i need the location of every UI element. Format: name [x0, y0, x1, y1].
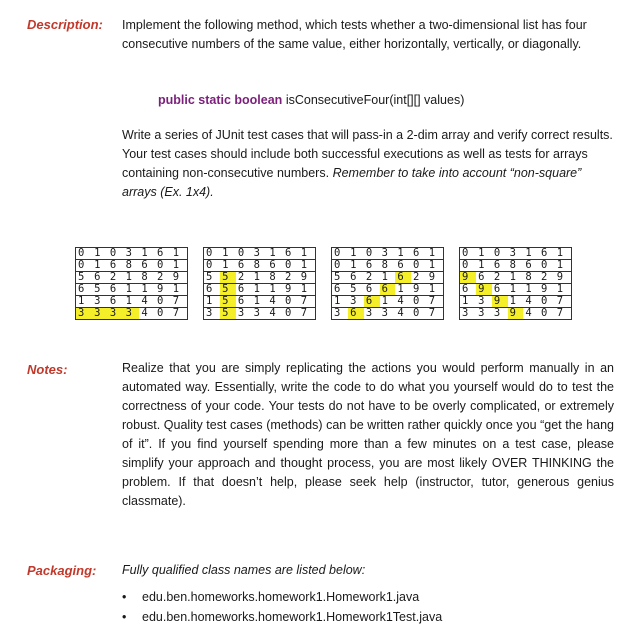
grid-cell: 1 [509, 295, 516, 307]
grid-cell: 0 [541, 307, 548, 319]
grid-cell: 6 [157, 247, 164, 259]
grid-cell: 0 [157, 307, 164, 319]
grid-row [460, 248, 572, 260]
grid-cell: 0 [157, 295, 164, 307]
grid-cell: 6 [109, 283, 117, 295]
packaging-item: • edu.ben.homeworks.homework1.Homework1.java [122, 587, 442, 607]
grid-cell: 5 [94, 283, 101, 295]
packaging-intro: Fully qualified class names are listed below: [122, 563, 366, 577]
method-signature [158, 93, 464, 107]
grid-cell: 4 [269, 295, 276, 307]
grid-cell: 2 [157, 271, 164, 283]
description-label: Description: [27, 17, 103, 32]
grid-cell: 0 [462, 259, 469, 271]
grid-row [204, 272, 316, 284]
grid-cell: 8 [125, 259, 132, 271]
grid-cell: 1 [350, 247, 357, 259]
grid-cell: 1 [222, 259, 229, 271]
grid-cell: 6 [541, 247, 548, 259]
grid-cell: 4 [525, 307, 532, 319]
grid-cell: 0 [157, 259, 164, 271]
grid-cell: 1 [172, 283, 180, 295]
grid-cell: 6 [462, 283, 469, 295]
grid-cell: 7 [172, 307, 180, 319]
grid-row [76, 284, 188, 296]
grid-cell: 4 [397, 295, 404, 307]
grid-cell: 5 [220, 308, 236, 320]
grid-cell: 1 [141, 283, 148, 295]
grid-row [332, 248, 444, 260]
example-grid [331, 247, 444, 320]
grid-cell: 6 [493, 259, 501, 271]
grid-cell: 1 [269, 283, 276, 295]
grid-cell: 9 [285, 283, 292, 295]
grid-cell: 9 [508, 308, 524, 320]
example-grid [203, 247, 316, 320]
grid-row [332, 296, 444, 308]
grid-cell: 8 [253, 259, 260, 271]
grid-cell: 7 [300, 307, 308, 319]
grid-cell: 6 [285, 247, 292, 259]
grid-cell: 6 [478, 271, 485, 283]
notes-text: Realize that you are simply replicating the actions you would perform manually in an automated way. Essentially, write the code to do what you yourself would do to test the correctness of your code. Your tests do not have to be overly complicated, or extremely robust. Quality test cases (methods) can be written rather quickly once you “get the hang of it”. If you find yourself spending more than a few minutes on a test case, please simplify your approach and thought process, you are most likely OVER THINKING the problem. If that doesn’t help, please seek help (instructor, tutor, generous genius classmate). [122, 361, 614, 508]
grid-cell: 0 [413, 307, 420, 319]
grid-cell: 0 [285, 259, 292, 271]
grid-cell: 6 [237, 259, 245, 271]
grid-cell: 1 [428, 247, 436, 259]
grid-cell: 3 [509, 247, 516, 259]
grid-cell: 1 [78, 295, 85, 307]
grid-row [204, 260, 316, 272]
grid-cell: 6 [206, 283, 213, 295]
grid-row [332, 272, 444, 284]
grid-cell: 1 [125, 271, 132, 283]
grid-cell: 3 [108, 308, 124, 320]
description-para2 [122, 126, 614, 202]
grid-cell: 7 [428, 307, 436, 319]
grid-cell: 6 [348, 308, 364, 320]
grid-cell: 1 [509, 271, 516, 283]
grid-cell: 1 [94, 259, 101, 271]
para2-emphasis: Remember to take into account “non-square” arrays (Ex. 1x4). [122, 166, 582, 199]
grid-cell: 5 [350, 283, 357, 295]
grid-cell: 4 [141, 307, 148, 319]
grid-cell: 3 [365, 307, 373, 319]
grid-cell: 1 [381, 271, 388, 283]
packaging-label: Packaging: [27, 563, 97, 578]
grid-cell: 7 [556, 295, 564, 307]
grid-cell: 1 [556, 283, 564, 295]
grid-cell: 3 [478, 295, 485, 307]
grid-cell: 3 [237, 307, 245, 319]
grid-row [76, 296, 188, 308]
grid-cell: 2 [365, 271, 373, 283]
grid-cell: 1 [172, 259, 180, 271]
grid-cell: 1 [334, 295, 341, 307]
grid-cell: 2 [413, 271, 420, 283]
grid-cell: 9 [413, 283, 420, 295]
grid-row [76, 248, 188, 260]
grid-cell: 1 [556, 247, 564, 259]
description-intro: Implement the following method, which tests whether a two-dimensional list has four consecutive numbers of the same value, either horizontally, vertically, or diagonally. [122, 18, 587, 51]
grid-cell: 6 [269, 259, 276, 271]
grid-cell: 3 [381, 307, 388, 319]
grid-cell: 9 [172, 271, 180, 283]
grid-cell: 1 [125, 295, 132, 307]
grid-cell: 9 [492, 296, 508, 308]
grid-cell: 1 [397, 283, 404, 295]
grid-cell: 8 [269, 271, 276, 283]
grid-cell: 6 [365, 283, 373, 295]
grid-row [460, 260, 572, 272]
grid-cell: 9 [428, 271, 436, 283]
grid-cell: 0 [78, 247, 85, 259]
signature-name: isConsecutiveFour(int[][] values) [285, 93, 465, 107]
grid-cell: 1 [300, 247, 308, 259]
grid-row [460, 284, 572, 296]
grid-cell: 6 [493, 283, 501, 295]
grid-cell: 1 [206, 295, 213, 307]
grid-cell: 0 [206, 259, 213, 271]
grid-cell: 0 [334, 259, 341, 271]
grid-cell: 1 [428, 283, 436, 295]
grid-cell: 9 [476, 284, 492, 296]
grid-row [204, 284, 316, 296]
grid-cell: 2 [541, 271, 548, 283]
grid-cell: 3 [94, 295, 101, 307]
example-grid [459, 247, 572, 320]
grid-cell: 4 [269, 307, 276, 319]
grid-cell: 5 [334, 271, 341, 283]
grid-cell: 1 [125, 283, 132, 295]
grid-cell: 5 [206, 271, 213, 283]
para2-text: Write a series of JUnit test cases that will pass-in a 2-dim array and verify correct results. Your test cases should include both successful executions as well as tests for arrays containing non-consecutive numbers. [122, 128, 613, 180]
grid-cell: 3 [493, 307, 501, 319]
grid-cell: 1 [94, 247, 101, 259]
grid-row [460, 308, 572, 320]
grid-cell: 6 [94, 271, 101, 283]
grid-cell: 1 [253, 283, 260, 295]
grid-cell: 8 [381, 259, 388, 271]
grid-cell: 3 [206, 307, 213, 319]
grid-cell: 0 [462, 247, 469, 259]
grid-cell: 1 [428, 259, 436, 271]
grid-cell: 3 [76, 308, 93, 320]
grid-cell: 6 [78, 283, 85, 295]
grid-cell: 7 [300, 295, 308, 307]
grid-cell: 5 [220, 284, 236, 296]
grid-cell: 6 [237, 283, 245, 295]
grid-cell: 1 [478, 259, 485, 271]
grid-cell: 3 [125, 247, 132, 259]
grid-cell: 5 [220, 296, 236, 308]
grid-cell: 0 [413, 295, 420, 307]
grid-cell: 8 [525, 271, 532, 283]
grid-cell: 8 [509, 259, 516, 271]
grid-cell: 6 [365, 259, 373, 271]
grid-cell: 1 [141, 247, 148, 259]
grid-cell: 3 [124, 308, 140, 320]
grid-cell: 0 [541, 259, 548, 271]
grid-cell: 8 [141, 271, 148, 283]
grid-cell: 7 [556, 307, 564, 319]
grid-cell: 1 [556, 259, 564, 271]
grid-cell: 3 [350, 295, 357, 307]
grid-cell: 9 [556, 271, 564, 283]
grid-cell: 2 [109, 271, 117, 283]
grid-row [332, 260, 444, 272]
grid-cell: 1 [300, 283, 308, 295]
grid-cell: 1 [478, 247, 485, 259]
grid-cell: 6 [364, 296, 380, 308]
grid-row [460, 296, 572, 308]
packaging-list [122, 587, 442, 627]
grid-cell: 1 [525, 283, 532, 295]
grid-cell: 3 [253, 307, 260, 319]
grid-cell: 4 [141, 295, 148, 307]
grid-cell: 4 [397, 307, 404, 319]
grid-cell: 0 [285, 295, 292, 307]
grid-cell: 1 [509, 283, 516, 295]
grid-cell: 1 [350, 259, 357, 271]
grid-row [204, 248, 316, 260]
grid-row [204, 308, 316, 320]
grid-cell: 9 [157, 283, 164, 295]
grid-cell: 3 [381, 247, 388, 259]
grid-cell: 0 [78, 259, 85, 271]
grid-row [76, 308, 188, 320]
example-grid [75, 247, 188, 320]
grid-cell: 3 [478, 307, 485, 319]
notes-label: Notes: [27, 362, 68, 377]
grid-cell: 6 [397, 259, 404, 271]
grid-cell: 1 [253, 271, 260, 283]
grid-cell: 6 [109, 259, 117, 271]
grid-cell: 0 [493, 247, 501, 259]
grid-cell: 2 [285, 271, 292, 283]
grid-cell: 0 [109, 247, 117, 259]
grid-cell: 0 [541, 295, 548, 307]
grid-cell: 3 [92, 308, 108, 320]
grid-cell: 5 [220, 272, 236, 284]
grid-cell: 6 [525, 259, 532, 271]
grid-cell: 0 [334, 247, 341, 259]
grid-cell: 0 [285, 307, 292, 319]
grid-cell: 7 [428, 295, 436, 307]
grid-cell: 5 [78, 271, 85, 283]
grid-cell: 9 [541, 283, 548, 295]
grid-cell: 6 [395, 272, 411, 284]
grid-cell: 0 [237, 247, 245, 259]
grid-cell: 1 [269, 247, 276, 259]
grid-row [76, 260, 188, 272]
grid-cell: 1 [462, 295, 469, 307]
grid-cell: 3 [253, 247, 260, 259]
grid-cell: 3 [462, 307, 469, 319]
grid-cell: 6 [413, 247, 420, 259]
grid-cell: 1 [525, 247, 532, 259]
grid-row [332, 308, 444, 320]
packaging-item: • edu.ben.homeworks.homework1.Homework1Test.java [122, 607, 442, 627]
grid-cell: 1 [397, 247, 404, 259]
grid-cell: 9 [300, 271, 308, 283]
grid-cell: 6 [141, 259, 148, 271]
grid-cell: 6 [109, 295, 117, 307]
grid-cell: 6 [350, 271, 357, 283]
grid-cell: 1 [222, 247, 229, 259]
grid-cell: 0 [206, 247, 213, 259]
grid-cell: 0 [365, 247, 373, 259]
grid-row [204, 296, 316, 308]
grid-cell: 3 [334, 307, 341, 319]
grid-cell: 6 [334, 283, 341, 295]
grid-cell: 6 [237, 295, 245, 307]
grid-cell: 2 [237, 271, 245, 283]
grid-cell: 1 [253, 295, 260, 307]
grid-row [332, 284, 444, 296]
grid-cell: 1 [172, 247, 180, 259]
grid-cell: 2 [493, 271, 501, 283]
signature-keywords: public static boolean [158, 93, 283, 107]
grid-cell: 1 [381, 295, 388, 307]
grid-row [460, 272, 572, 284]
grid-cell: 9 [460, 272, 477, 284]
grid-cell: 6 [380, 284, 396, 296]
grid-row [76, 272, 188, 284]
grid-cell: 7 [172, 295, 180, 307]
grid-cell: 0 [413, 259, 420, 271]
grid-cell: 1 [300, 259, 308, 271]
grid-cell: 4 [525, 295, 532, 307]
